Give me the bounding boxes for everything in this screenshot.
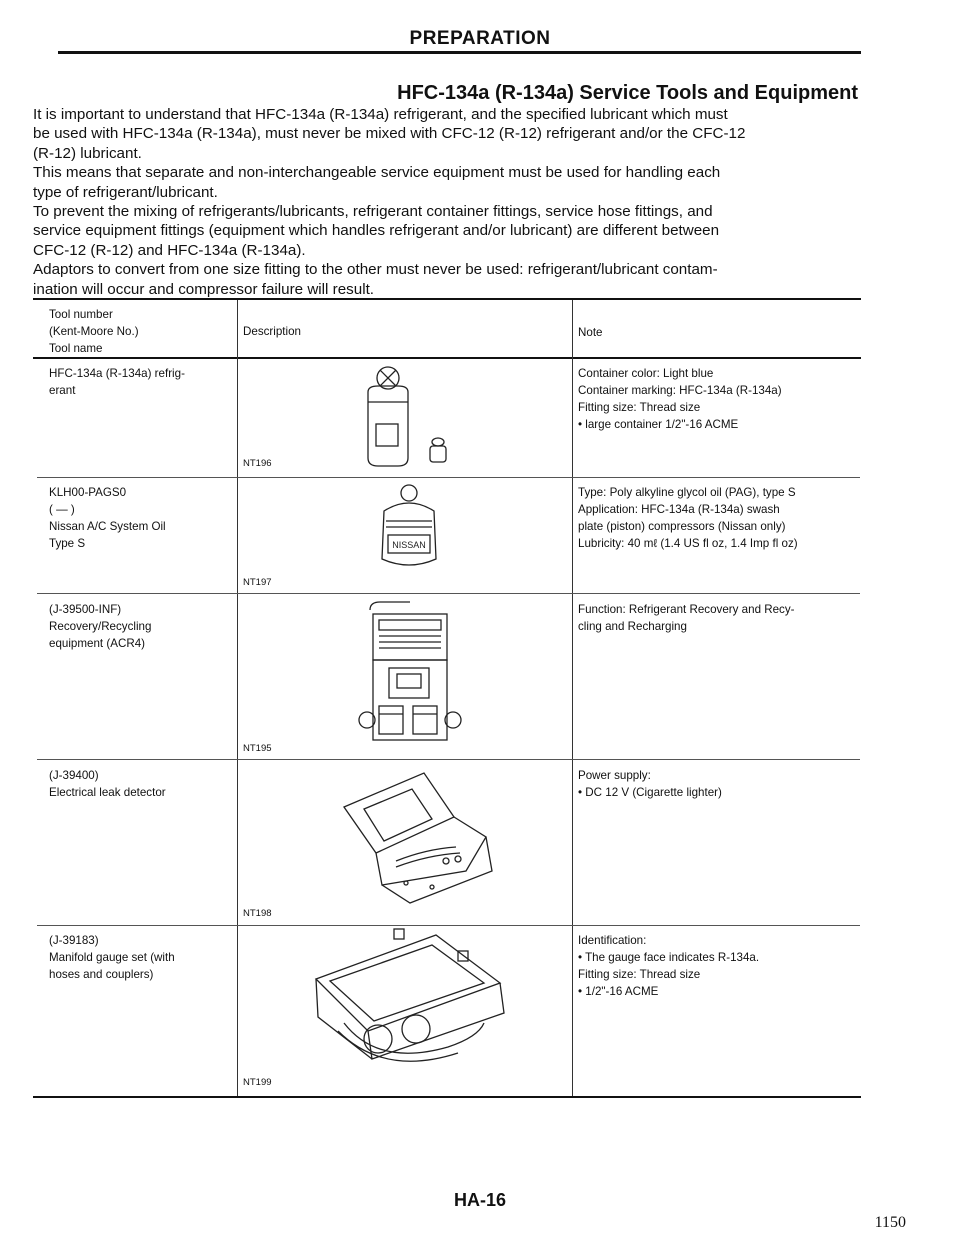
tool-line: equipment (ACR4) (49, 637, 146, 650)
recovery-machine-illustration (355, 598, 465, 748)
note-line: • large container 1/2"-16 ACME (578, 418, 739, 431)
tool-line: Nissan A/C System Oil (49, 520, 166, 533)
row-divider (37, 477, 860, 478)
intro-line: CFC-12 (R-12) and HFC-134a (R-134a). (33, 241, 306, 259)
note-line: Application: HFC-134a (R-134a) swash (578, 503, 780, 516)
note-line: cling and Recharging (578, 620, 687, 633)
note-line: plate (piston) compressors (Nissan only) (578, 520, 786, 533)
tool-line: (J-39500-INF) (49, 603, 122, 616)
header-tool-line: Tool number (49, 308, 113, 321)
note-line: • The gauge face indicates R-134a. (578, 951, 760, 964)
note-line: Fitting size: Thread size (578, 968, 701, 981)
row1-tool (49, 365, 185, 399)
row3-tool (49, 601, 151, 652)
tool-line: erant (49, 384, 76, 397)
row3-note (578, 601, 795, 635)
row-divider (37, 925, 860, 926)
intro-line: type of refrigerant/lubricant. (33, 183, 218, 201)
note-line: Power supply: (578, 769, 651, 782)
tool-line: (J-39400) (49, 769, 99, 782)
row4-note (578, 767, 722, 801)
header-note: Note (578, 326, 603, 339)
header-description: Description (243, 325, 301, 338)
leak-detector-case-illustration (336, 767, 506, 909)
row1-note (578, 365, 782, 433)
row2-tool (49, 484, 166, 552)
header-tool-line: (Kent-Moore No.) (49, 325, 139, 338)
header-tool-line: Tool name (49, 342, 103, 355)
figure-code: NT199 (243, 1077, 272, 1088)
intro-line: service equipment fittings (equipment which handles refrigerant and/or lubricant) are different between (33, 222, 720, 240)
table-top-rule (33, 298, 861, 300)
figure-code: NT196 (243, 458, 272, 469)
tool-line: Recovery/Recycling (49, 620, 152, 633)
row4-tool (49, 767, 166, 801)
column-divider (572, 300, 573, 1096)
page-number: 1150 (874, 1214, 906, 1231)
column-divider (237, 300, 238, 1096)
note-line: Container color: Light blue (578, 367, 714, 380)
oil-container-illustration (364, 481, 454, 573)
intro-line: This means that separate and non-interchangeable service equipment must be used for handling each (33, 164, 721, 182)
row-divider (37, 593, 860, 594)
intro-line: Adaptors to convert from one size fitting to the other must never be used: refrigerant/lubricant contam- (33, 261, 718, 279)
section-title: HFC-134a (R-134a) Service Tools and Equipment (397, 82, 858, 104)
tool-line: hoses and couplers) (49, 968, 154, 981)
intro-line: To prevent the mixing of refrigerants/lubricants, refrigerant container fittings, service hose fittings, and (33, 203, 713, 221)
note-line: Identification: (578, 934, 647, 947)
note-line: Fitting size: Thread size (578, 401, 701, 414)
figure-code: NT197 (243, 577, 272, 588)
row5-note (578, 932, 759, 1000)
figure-code: NT195 (243, 743, 272, 754)
tool-line: KLH00-PAGS0 (49, 486, 127, 499)
note-line: • DC 12 V (Cigarette lighter) (578, 786, 722, 799)
container-label: NISSAN (392, 540, 426, 550)
note-line: Type: Poly alkyline glycol oil (PAG), type S (578, 486, 796, 499)
note-line: • 1/2"-16 ACME (578, 985, 659, 998)
intro-line: It is important to understand that HFC-134a (R-134a) refrigerant, and the specified lubricant which must (33, 106, 728, 123)
note-line: Lubricity: 40 mℓ (1.4 US fl oz, 1.4 Imp fl oz) (578, 537, 798, 550)
row5-tool (49, 932, 175, 983)
intro-line: ination will occur and compressor failure will result. (33, 280, 375, 298)
page-label: HA-16 (453, 1190, 506, 1210)
header-tool (49, 306, 139, 357)
header-rule (58, 51, 861, 54)
tool-line: HFC-134a (R-134a) refrig- (49, 367, 185, 380)
note-line: Function: Refrigerant Recovery and Recy- (578, 603, 795, 616)
page-header-title: PREPARATION (409, 28, 551, 49)
tool-line: Type S (49, 537, 86, 550)
figure-code: NT198 (243, 908, 272, 919)
tool-line: Manifold gauge set (with (49, 951, 175, 964)
manifold-gauge-case-illustration (308, 927, 518, 1087)
tool-line: Electrical leak detector (49, 786, 166, 799)
row-divider (37, 759, 860, 760)
note-line: Container marking: HFC-134a (R-134a) (578, 384, 782, 397)
table-header-rule (33, 357, 861, 359)
row2-note (578, 484, 798, 552)
table-bottom-rule (33, 1096, 861, 1098)
refrigerant-container-illustration (358, 362, 468, 472)
intro-line: be used with HFC-134a (R-134a), must never be mixed with CFC-12 (R-12) refrigerant and/or the CFC-12 (33, 125, 746, 143)
intro-line: (R-12) lubricant. (33, 144, 142, 162)
tool-line: (J-39183) (49, 934, 99, 947)
intro-text (33, 105, 863, 299)
tool-line: ( — ) (49, 503, 75, 516)
